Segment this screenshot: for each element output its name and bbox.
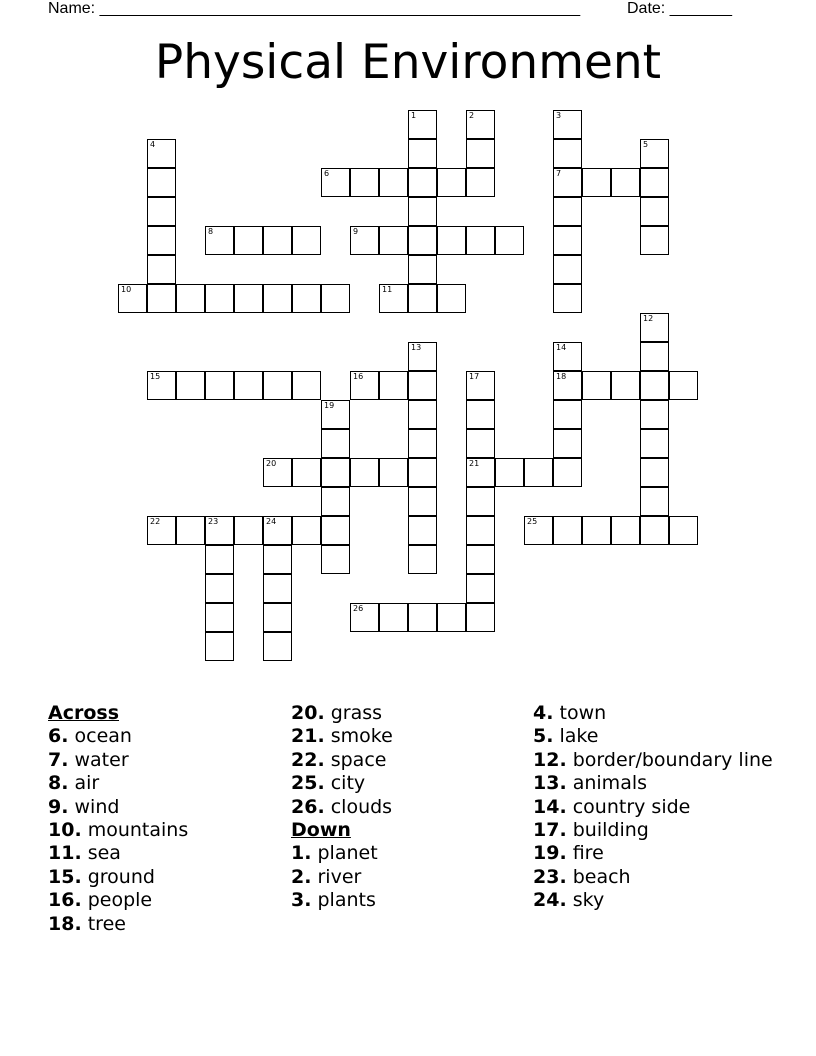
- grid-cell[interactable]: [553, 516, 582, 545]
- grid-cell[interactable]: [466, 226, 495, 255]
- clue-text: ground: [87, 865, 155, 888]
- cell-number: 16: [353, 372, 364, 381]
- cell-number: 19: [324, 401, 335, 410]
- grid-cell[interactable]: [640, 168, 669, 197]
- grid-cell[interactable]: [147, 284, 176, 313]
- down-clue: [533, 889, 773, 912]
- cell-number: 8: [208, 227, 214, 236]
- grid-cell[interactable]: [263, 371, 292, 400]
- clue-number: 15.: [48, 865, 82, 888]
- cell-number: 13: [411, 343, 422, 352]
- grid-cell[interactable]: [350, 226, 379, 255]
- cell-number: 5: [643, 140, 649, 149]
- grid-cell[interactable]: [350, 371, 379, 400]
- grid-cell[interactable]: [205, 574, 234, 603]
- grid-cell[interactable]: [408, 603, 437, 632]
- grid-cell[interactable]: [408, 371, 437, 400]
- grid-cell[interactable]: [466, 487, 495, 516]
- clue-text: mountains: [87, 819, 189, 842]
- clue-column-3: [533, 702, 773, 913]
- cell-number: 4: [150, 140, 156, 149]
- clue-text: space: [330, 748, 387, 771]
- grid-cell[interactable]: [553, 197, 582, 226]
- clue-text: ocean: [74, 725, 132, 748]
- clue-text: grass: [330, 702, 383, 724]
- grid-cell[interactable]: [408, 342, 437, 371]
- down-clue: [533, 702, 773, 725]
- date-label: Date:: [627, 0, 666, 17]
- grid-cell[interactable]: [408, 110, 437, 139]
- grid-cell[interactable]: [408, 429, 437, 458]
- clue-text: people: [87, 889, 153, 912]
- clue-text: wind: [74, 795, 120, 818]
- grid-cell[interactable]: [466, 516, 495, 545]
- grid-cell[interactable]: [205, 603, 234, 632]
- grid-cell[interactable]: [466, 545, 495, 574]
- clue-text: beach: [572, 865, 631, 888]
- grid-cell[interactable]: [234, 284, 263, 313]
- clue-number: 23.: [533, 865, 567, 888]
- clue-number: 9.: [48, 795, 69, 818]
- across-clue: [291, 772, 521, 795]
- grid-cell[interactable]: [263, 458, 292, 487]
- grid-cell[interactable]: [466, 603, 495, 632]
- grid-cell[interactable]: [640, 226, 669, 255]
- grid-cell[interactable]: [176, 371, 205, 400]
- clue-number: 8.: [48, 772, 69, 795]
- name-blank[interactable]: ______________________________________________________: [99, 0, 581, 17]
- grid-cell[interactable]: [321, 400, 350, 429]
- across-clue: [48, 772, 278, 795]
- grid-cell[interactable]: [147, 197, 176, 226]
- grid-cell[interactable]: [466, 168, 495, 197]
- clue-text: sky: [572, 889, 605, 912]
- grid-cell[interactable]: [408, 458, 437, 487]
- grid-cell[interactable]: [263, 574, 292, 603]
- name-label: Name:: [48, 0, 96, 17]
- grid-cell[interactable]: [176, 516, 205, 545]
- grid-cell[interactable]: [640, 400, 669, 429]
- grid-cell[interactable]: [611, 371, 640, 400]
- grid-cell[interactable]: [495, 458, 524, 487]
- clue-text: fire: [572, 842, 604, 865]
- clue-number: 7.: [48, 748, 69, 771]
- clue-number: 20.: [291, 702, 325, 724]
- across-heading: [48, 702, 278, 725]
- grid-cell[interactable]: [205, 632, 234, 661]
- across-clue: [48, 913, 278, 936]
- cell-number: 18: [556, 372, 567, 381]
- cell-number: 15: [150, 372, 161, 381]
- clue-text: tree: [87, 912, 126, 935]
- grid-cell[interactable]: [553, 255, 582, 284]
- grid-cell[interactable]: [379, 603, 408, 632]
- grid-cell[interactable]: [292, 284, 321, 313]
- grid-cell[interactable]: [582, 371, 611, 400]
- grid-cell[interactable]: [147, 168, 176, 197]
- clue-number: 10.: [48, 819, 82, 842]
- grid-cell[interactable]: [640, 371, 669, 400]
- clue-text: smoke: [330, 725, 393, 748]
- clue-number: 16.: [48, 889, 82, 912]
- cell-number: 2: [469, 111, 475, 120]
- grid-cell[interactable]: [466, 429, 495, 458]
- grid-cell[interactable]: [147, 255, 176, 284]
- clue-number: 25.: [291, 772, 325, 795]
- across-clue: [291, 749, 521, 772]
- cell-number: 7: [556, 169, 562, 178]
- grid-cell[interactable]: [263, 603, 292, 632]
- grid-cell[interactable]: [640, 429, 669, 458]
- clue-number: 12.: [533, 748, 567, 771]
- across-clue: [48, 796, 278, 819]
- grid-cell[interactable]: [263, 545, 292, 574]
- grid-cell[interactable]: [205, 226, 234, 255]
- grid-cell[interactable]: [408, 545, 437, 574]
- grid-cell[interactable]: [466, 574, 495, 603]
- grid-cell[interactable]: [640, 197, 669, 226]
- clue-text: plants: [317, 889, 376, 912]
- down-clue: [533, 772, 773, 795]
- grid-cell[interactable]: [408, 284, 437, 313]
- page-title: Physical Environment: [154, 35, 662, 90]
- down-clue: [533, 749, 773, 772]
- clue-number: 5.: [533, 725, 554, 748]
- grid-cell[interactable]: [205, 545, 234, 574]
- grid-cell[interactable]: [321, 458, 350, 487]
- grid-cell[interactable]: [350, 168, 379, 197]
- clue-number: 6.: [48, 725, 69, 748]
- clue-column-2: [291, 702, 521, 913]
- clue-text: clouds: [330, 795, 393, 818]
- grid-cell[interactable]: [263, 226, 292, 255]
- clue-text: building: [572, 819, 649, 842]
- grid-cell[interactable]: [553, 110, 582, 139]
- cell-number: 22: [150, 517, 161, 526]
- clue-text: river: [317, 865, 362, 888]
- across-heading-text: Across: [48, 702, 120, 724]
- across-clue: [48, 725, 278, 748]
- grid-cell[interactable]: [205, 516, 234, 545]
- grid-cell[interactable]: [350, 458, 379, 487]
- clue-text: lake: [559, 725, 599, 748]
- grid-cell[interactable]: [292, 516, 321, 545]
- clue-number: 21.: [291, 725, 325, 748]
- grid-cell[interactable]: [292, 458, 321, 487]
- clue-number: 13.: [533, 772, 567, 795]
- grid-cell[interactable]: [553, 371, 582, 400]
- clue-text: country side: [572, 795, 691, 818]
- grid-cell[interactable]: [553, 139, 582, 168]
- clue-text: air: [74, 772, 100, 795]
- down-clue: [533, 725, 773, 748]
- grid-cell[interactable]: [147, 139, 176, 168]
- grid-cell[interactable]: [553, 400, 582, 429]
- grid-cell[interactable]: [408, 487, 437, 516]
- grid-cell[interactable]: [437, 168, 466, 197]
- clue-text: animals: [572, 772, 648, 795]
- grid-cell[interactable]: [176, 284, 205, 313]
- cell-number: 20: [266, 459, 277, 468]
- grid-cell[interactable]: [321, 284, 350, 313]
- clue-text: planet: [317, 842, 378, 865]
- cell-number: 14: [556, 343, 567, 352]
- grid-cell[interactable]: [553, 458, 582, 487]
- grid-cell[interactable]: [466, 139, 495, 168]
- grid-cell[interactable]: [234, 371, 263, 400]
- clue-number: 19.: [533, 842, 567, 865]
- grid-cell[interactable]: [147, 516, 176, 545]
- clue-number: 11.: [48, 842, 82, 865]
- grid-cell[interactable]: [408, 139, 437, 168]
- grid-cell[interactable]: [321, 429, 350, 458]
- cell-number: 6: [324, 169, 330, 178]
- clue-number: 14.: [533, 795, 567, 818]
- grid-cell[interactable]: [408, 516, 437, 545]
- down-clue: [533, 842, 773, 865]
- down-heading: [291, 819, 521, 842]
- grid-cell[interactable]: [553, 429, 582, 458]
- grid-cell[interactable]: [466, 371, 495, 400]
- grid-cell[interactable]: [640, 342, 669, 371]
- grid-cell[interactable]: [466, 458, 495, 487]
- across-clue: [48, 889, 278, 912]
- grid-cell[interactable]: [263, 632, 292, 661]
- grid-cell[interactable]: [553, 168, 582, 197]
- grid-cell[interactable]: [408, 400, 437, 429]
- down-clue: [291, 866, 521, 889]
- across-clue: [48, 749, 278, 772]
- grid-cell[interactable]: [408, 168, 437, 197]
- down-clue: [291, 889, 521, 912]
- grid-cell[interactable]: [437, 226, 466, 255]
- clue-number: 24.: [533, 889, 567, 912]
- cell-number: 21: [469, 459, 480, 468]
- grid-cell[interactable]: [350, 603, 379, 632]
- grid-cell[interactable]: [553, 342, 582, 371]
- clue-number: 1.: [291, 842, 312, 865]
- grid-cell[interactable]: [205, 371, 234, 400]
- clue-text: water: [74, 748, 129, 771]
- cell-number: 26: [353, 604, 364, 613]
- grid-cell[interactable]: [466, 400, 495, 429]
- clue-number: 26.: [291, 795, 325, 818]
- grid-cell[interactable]: [437, 284, 466, 313]
- clue-number: 18.: [48, 912, 82, 935]
- grid-cell[interactable]: [408, 197, 437, 226]
- date-blank[interactable]: _______: [669, 0, 732, 17]
- grid-cell[interactable]: [495, 226, 524, 255]
- grid-cell[interactable]: [640, 139, 669, 168]
- grid-cell[interactable]: [205, 284, 234, 313]
- grid-cell[interactable]: [437, 603, 466, 632]
- grid-cell[interactable]: [263, 284, 292, 313]
- grid-cell[interactable]: [524, 458, 553, 487]
- grid-cell[interactable]: [321, 487, 350, 516]
- cell-number: 12: [643, 314, 654, 323]
- grid-cell[interactable]: [118, 284, 147, 313]
- grid-cell[interactable]: [640, 516, 669, 545]
- grid-cell[interactable]: [292, 226, 321, 255]
- grid-cell[interactable]: [263, 516, 292, 545]
- cell-number: 10: [121, 285, 132, 294]
- grid-cell[interactable]: [292, 371, 321, 400]
- grid-cell[interactable]: [611, 168, 640, 197]
- grid-cell[interactable]: [321, 516, 350, 545]
- clue-number: 17.: [533, 819, 567, 842]
- across-clue: [291, 796, 521, 819]
- grid-cell[interactable]: [379, 458, 408, 487]
- grid-cell[interactable]: [640, 458, 669, 487]
- across-clue: [291, 702, 521, 725]
- grid-cell[interactable]: [234, 226, 263, 255]
- grid-cell[interactable]: [640, 487, 669, 516]
- cell-number: 3: [556, 111, 562, 120]
- grid-cell[interactable]: [582, 516, 611, 545]
- grid-cell[interactable]: [408, 255, 437, 284]
- grid-cell[interactable]: [669, 371, 698, 400]
- clue-number: 4.: [533, 702, 554, 724]
- clue-number: 2.: [291, 865, 312, 888]
- across-clue: [48, 866, 278, 889]
- grid-cell[interactable]: [408, 226, 437, 255]
- down-clue: [533, 796, 773, 819]
- down-clue: [533, 819, 773, 842]
- grid-cell[interactable]: [147, 226, 176, 255]
- across-clue: [291, 725, 521, 748]
- grid-cell[interactable]: [379, 168, 408, 197]
- across-clue: [48, 819, 278, 842]
- grid-cell[interactable]: [524, 516, 553, 545]
- across-clue: [48, 842, 278, 865]
- grid-cell[interactable]: [640, 313, 669, 342]
- cell-number: 11: [382, 285, 393, 294]
- cell-number: 17: [469, 372, 480, 381]
- cell-number: 1: [411, 111, 417, 120]
- cell-number: 24: [266, 517, 277, 526]
- grid-cell[interactable]: [321, 545, 350, 574]
- cell-number: 23: [208, 517, 219, 526]
- clue-text: border/boundary line: [572, 748, 773, 771]
- grid-cell[interactable]: [234, 516, 263, 545]
- grid-cell[interactable]: [379, 371, 408, 400]
- down-clue: [291, 842, 521, 865]
- clue-text: sea: [87, 842, 121, 865]
- grid-cell[interactable]: [669, 516, 698, 545]
- clue-column-1: [48, 702, 278, 936]
- grid-cell[interactable]: [147, 371, 176, 400]
- clue-text: city: [330, 772, 366, 795]
- clue-number: 3.: [291, 889, 312, 912]
- clue-text: town: [559, 702, 607, 724]
- down-heading-text: Down: [291, 819, 351, 842]
- cell-number: 25: [527, 517, 538, 526]
- down-clue: [533, 866, 773, 889]
- cell-number: 9: [353, 227, 359, 236]
- grid-cell[interactable]: [553, 226, 582, 255]
- clue-number: 22.: [291, 748, 325, 771]
- grid-cell[interactable]: [466, 110, 495, 139]
- grid-cell[interactable]: [379, 284, 408, 313]
- grid-cell[interactable]: [321, 168, 350, 197]
- grid-cell[interactable]: [553, 284, 582, 313]
- grid-cell[interactable]: [379, 226, 408, 255]
- grid-cell[interactable]: [582, 168, 611, 197]
- grid-cell[interactable]: [611, 516, 640, 545]
